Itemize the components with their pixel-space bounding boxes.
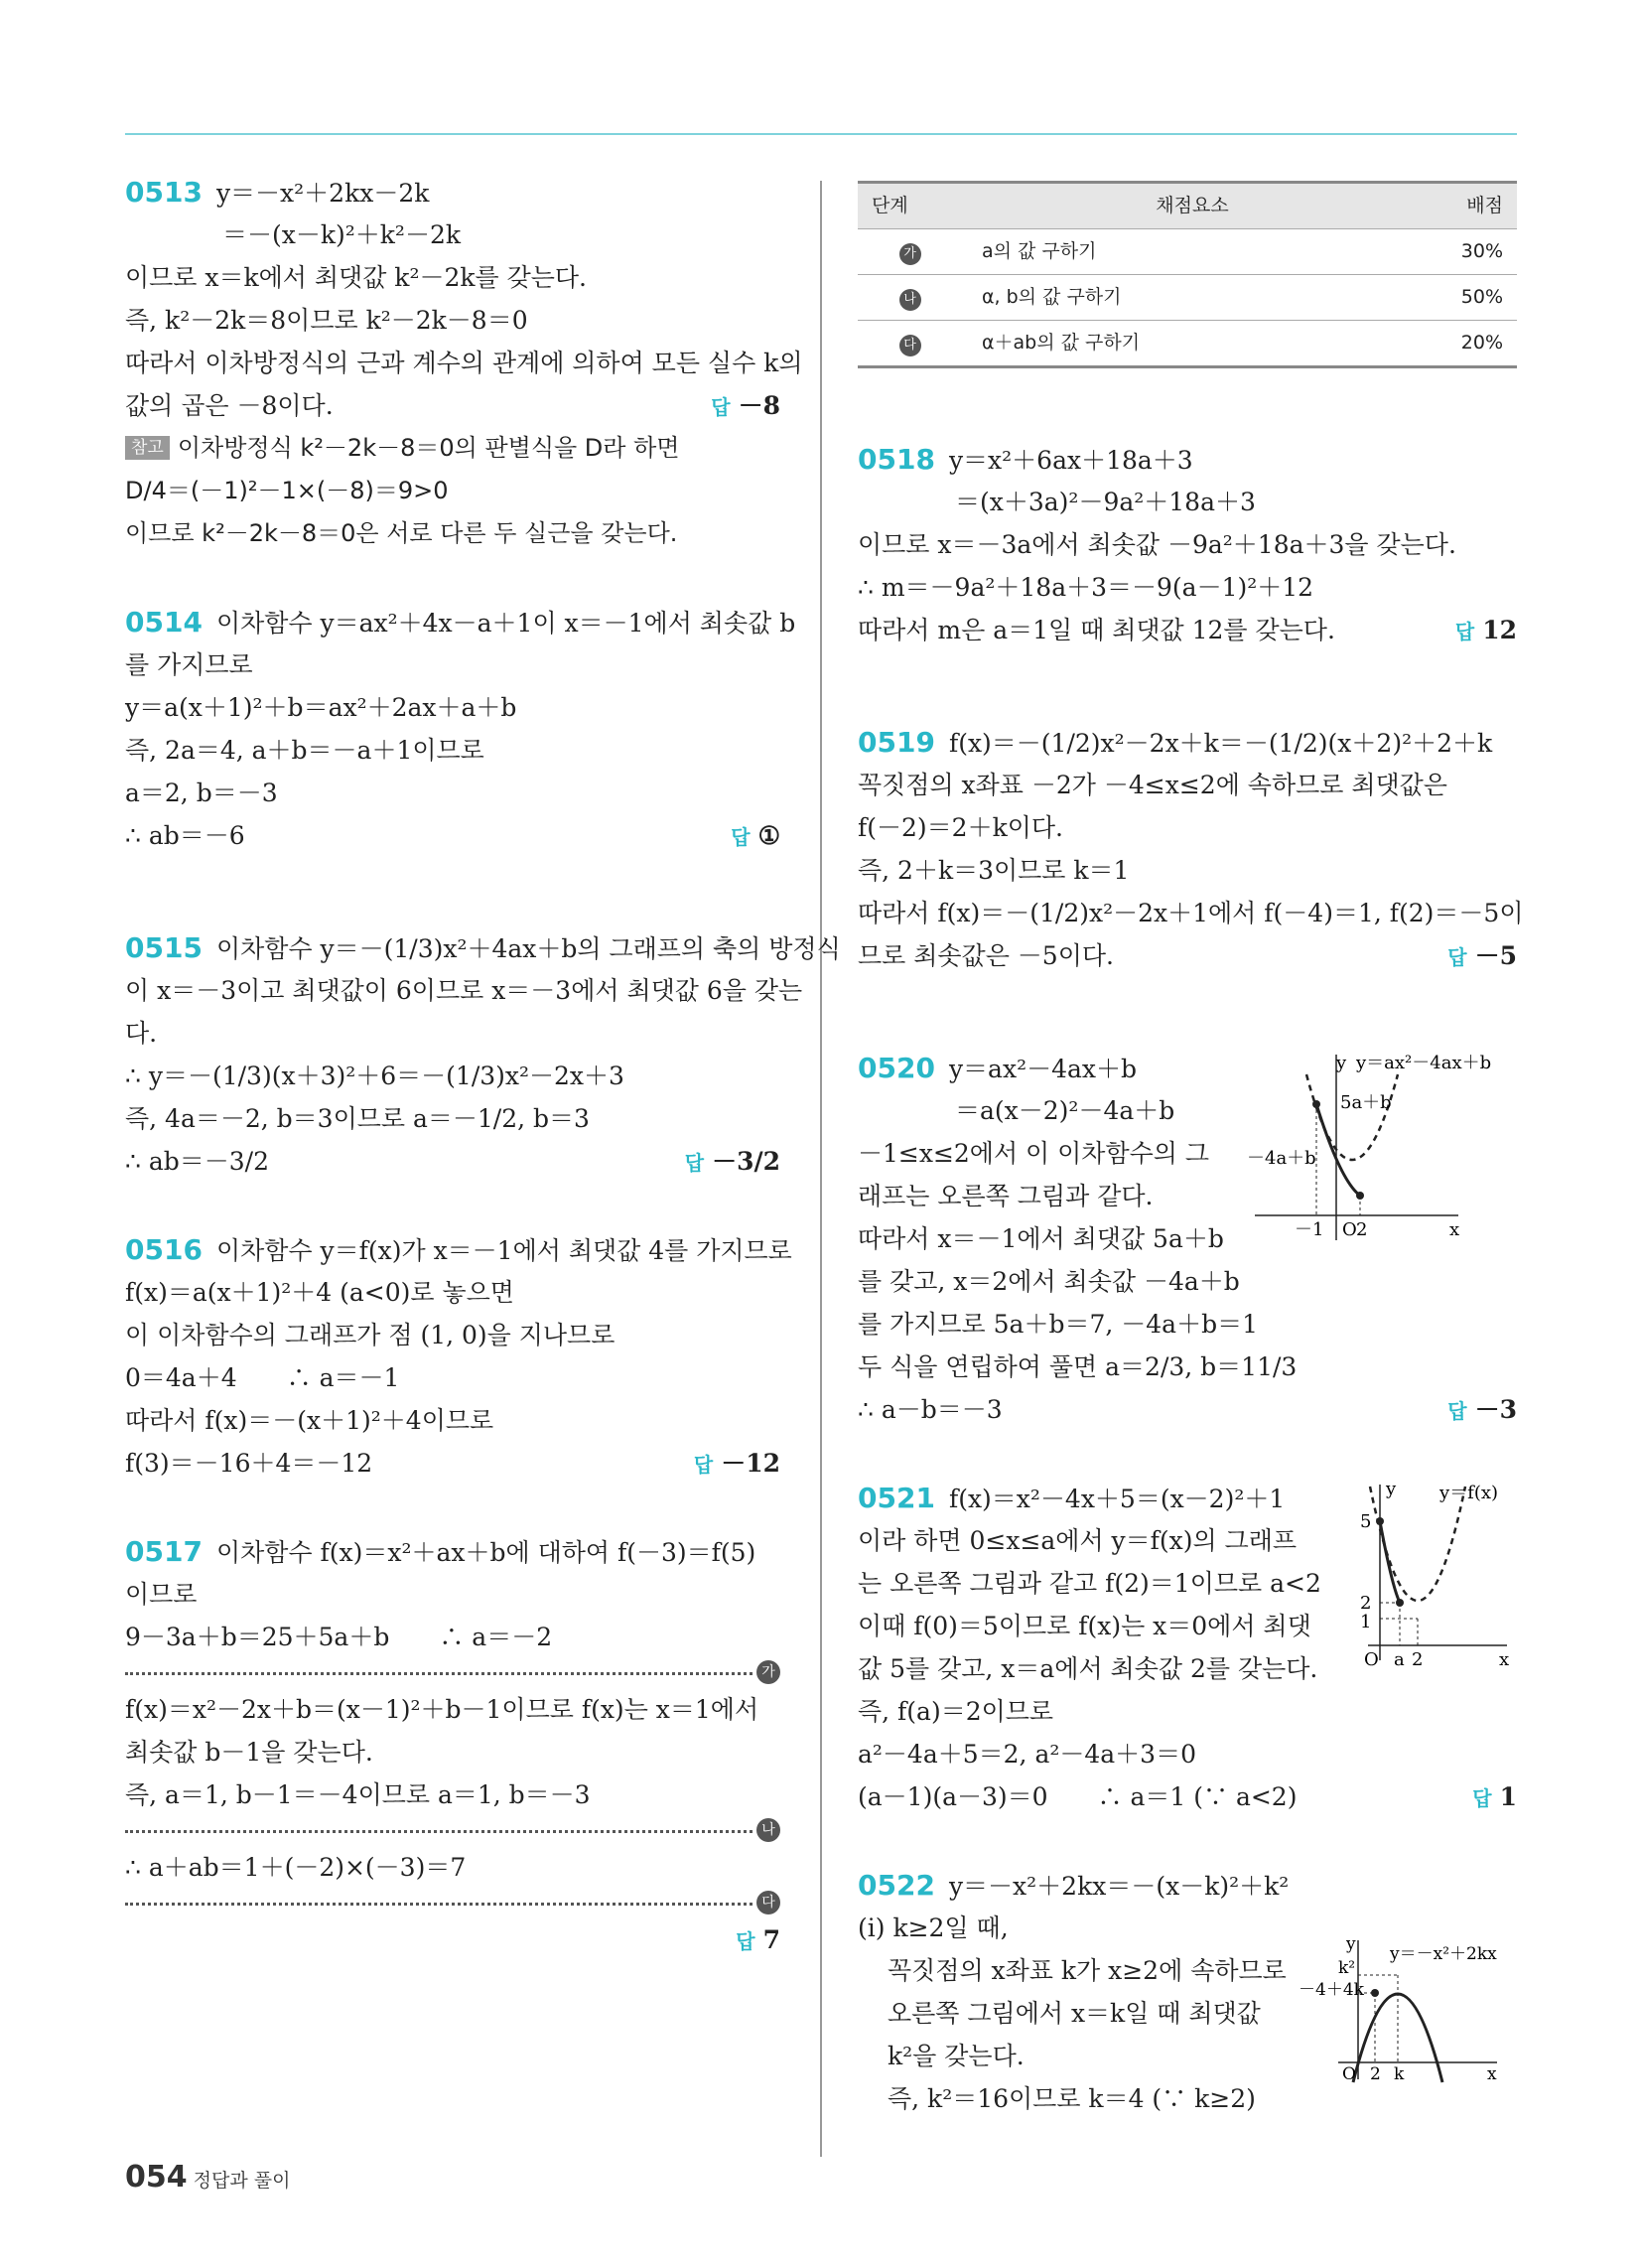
graph-label: y [1386, 1479, 1397, 1499]
problem-0513: 0513 y＝－x²＋2kx－2k ＝－(x－k)²＋k²－2k 이므로 x＝k에서 최댓값 k²－2k를 갖는다. 즉, k²－2k＝8이므로 k²－2k－8＝0 따라서 이차방정식의 근과 계수의 관계에 의하여 모든 실수 k의 값의 곱은 －8이다. 답 －8 참고 이차방정식 k²－2k－8＝0의 판별식을 D라 하면 D/4＝(－1)²－1×(－8)＝9>0 이므로 k²－2k－8＝0은 서로 다른 두 실근을 갖는다. [125, 176, 803, 547]
problem-0519: 0519 f(x)＝－(1/2)x²－2x＋k＝－(1/2)(x＋2)²＋2＋k 꼭짓점의 x좌표 －2가 －4≤x≤2에 속하므로 최댓값은 f(－2)＝2＋k이다. 즉, 2＋k＝3이므로 k＝1 따라서 f(x)＝－(1/2)x²－2x＋1에서 f(－4)＝1, f(2)＝－5이 므로 최솟값은 －5이다. 답 －5 [858, 721, 1517, 977]
graph-label: 1 [1360, 1612, 1372, 1632]
problem-number: 0520 [858, 1052, 935, 1084]
graph-label: k [1394, 2064, 1405, 2084]
right-column [858, 181, 1524, 2120]
problem-number: 0522 [858, 1869, 935, 1902]
graph-label: －1 [1295, 1219, 1324, 1240]
answer: 답 12 [1454, 616, 1517, 644]
problem-0514: 0514 이차함수 y＝ax²＋4x－a＋1이 x＝－1에서 최솟값 b 를 가지므로 y＝a(x＋1)²＋b＝ax²＋2ax＋a＋b 즉, 2a＝4, a＋b＝－a＋1이므로 a＝2, b＝－3 ∴ ab＝－6 답 ① [125, 601, 780, 857]
problem-0522: 0522 y＝－x²＋2kx＝－(x－k)²＋k² (i) k≥2일 때, 꼭짓점의 x좌표 k가 x≥2에 속하므로 오른쪽 그림에서 x＝k일 때 최댓값 k²을 갖는다. 즉, k²＝16이므로 k＝4 (∵ k≥2) y x O y＝－x²＋2kx k² －4＋4k 2 k [858, 1864, 1517, 2120]
graph-label: O [1342, 1219, 1357, 1240]
problem-number: 0515 [125, 931, 203, 964]
step-marker: 다 [125, 1889, 780, 1918]
step-marker: 나 [125, 1816, 780, 1846]
scoring-table: 단계 채점요소 배점 가 a의 값 구하기 30% 나 α, b의 값 구하기 50% 다 α＋ab의 값 구하기 20% [858, 181, 1517, 368]
graph-label: 5a＋b [1340, 1092, 1392, 1113]
header-rule [125, 133, 1517, 135]
graph-label: 2 [1370, 2064, 1381, 2084]
problem-number: 0521 [858, 1482, 935, 1514]
table-row: 나 α, b의 값 구하기 50% [858, 275, 1517, 321]
graph-0520 [1245, 1047, 1517, 1245]
graph-label: －4a＋b [1247, 1148, 1316, 1169]
answer: 답 ① [731, 821, 780, 850]
page-footer [125, 2160, 290, 2195]
answer: 답 －3 [1447, 1395, 1517, 1424]
problem-number: 0517 [125, 1535, 203, 1568]
graph-label: O [1364, 1649, 1379, 1670]
graph-label: x [1487, 2064, 1497, 2084]
graph-label: 2 [1356, 1219, 1368, 1240]
problem-number: 0513 [125, 176, 203, 209]
graph-label: y＝－x²＋2kx [1390, 1944, 1497, 1964]
answer: 답 －5 [1447, 941, 1517, 970]
answer: 답 1 [1472, 1782, 1517, 1811]
problem-number: 0514 [125, 606, 203, 638]
answer: 답 －12 [693, 1449, 780, 1478]
graph-label: y＝ax²－4ax＋b [1356, 1053, 1492, 1073]
answer: 답 －3/2 [684, 1147, 780, 1176]
problem-0518: 0518 y＝x²＋6ax＋18a＋3 ＝(x＋3a)²－9a²＋18a＋3 이므로 x＝－3a에서 최솟값 －9a²＋18a＋3을 갖는다. ∴ m＝－9a²＋18a＋3＝－9(a－1)²＋12 따라서 m은 a＝1일 때 최댓값 12를 갖는다. 답 12 [858, 438, 1517, 651]
graph-0521 [1348, 1477, 1517, 1675]
column-divider [820, 181, 822, 2157]
graph-label: x [1449, 1219, 1460, 1240]
graph-0522 [1299, 1935, 1517, 2084]
problem-number: 0519 [858, 726, 935, 759]
note-chip: 참고 [125, 436, 170, 460]
page-number: 054 [125, 2160, 188, 2195]
graph-label: O [1342, 2064, 1356, 2084]
graph-label: 2 [1360, 1593, 1372, 1614]
problem-0520: 0520 y＝ax²－4ax＋b ＝a(x－2)²－4a＋b －1≤x≤2에서 이 이차함수의 그 래프는 오른쪽 그림과 같다. 따라서 x＝－1에서 최댓값 5a＋b 를 갖고, x＝2에서 최솟값 －4a＋b 를 가지므로 5a＋b＝7, －4a＋b＝1 두 식을 연립하여 풀면 a＝2/3, b＝11/3 ∴ a－b＝－3 답 －3 y x O y＝ax²－4ax＋b 5a＋b －4a＋b －1 2 [858, 1047, 1517, 1431]
graph-label: x [1499, 1649, 1510, 1670]
table-row: 가 a의 값 구하기 30% [858, 229, 1517, 275]
graph-label: 2 [1412, 1649, 1424, 1670]
graph-label: －4＋4k [1299, 1980, 1364, 2000]
problem-0521: 0521 f(x)＝x²－4x＋5＝(x－2)²＋1 이라 하면 0≤x≤a에서 y＝f(x)의 그래프 는 오른쪽 그림과 같고 f(2)＝1이므로 a<2 이때 f(0)＝5이므로 f(x)는 x＝0에서 최댓 값 5를 갖고, x＝a에서 최솟값 2를 갖는다. 즉, f(a)＝2이므로 a²－4a＋5＝2, a²－4a＋3＝0 (a－1)(a－3)＝0 ∴ a＝1 (∵ a<2) 답 1 y x O y＝f(x) 5 2 1 a 2 [858, 1477, 1517, 1818]
table-row: 다 α＋ab의 값 구하기 20% [858, 321, 1517, 367]
problem-number: 0516 [125, 1233, 203, 1266]
graph-label: 5 [1360, 1511, 1372, 1532]
answer: 답 －8 [711, 391, 780, 420]
problem-0517: 0517 이차함수 f(x)＝x²＋ax＋b에 대하여 f(－3)＝f(5) 이므로 9－3a＋b＝25＋5a＋b ∴ a＝－2 가 f(x)＝x²－2x＋b＝(x－1)²＋b－1이므로 f(x)는 x＝1에서 최솟값 b－1을 갖는다. 즉, a＝1, b－1＝－4이므로 a＝1, b＝－3 나 ∴ a＋ab＝1＋(－2)×(－3)＝7 다 답 7 [125, 1530, 780, 1961]
answer: 답 7 [736, 1925, 780, 1954]
left-column [125, 171, 841, 1963]
page-label: 정답과 풀이 [193, 2170, 291, 2192]
graph-label: y [1346, 1935, 1356, 1954]
graph-label: k² [1338, 1958, 1356, 1978]
graph-label: y＝f(x) [1439, 1483, 1499, 1503]
graph-label: a [1394, 1649, 1405, 1670]
problem-number: 0518 [858, 443, 935, 476]
graph-label: y [1336, 1053, 1347, 1073]
step-marker: 가 [125, 1658, 780, 1688]
problem-0515: 0515 이차함수 y＝－(1/3)x²＋4ax＋b의 그래프의 축의 방정식 이 x＝－3이고 최댓값이 6이므로 x＝－3에서 최댓값 6을 갖는 다. ∴ y＝－(1/3)(x＋3)²＋6＝－(1/3)x²－2x＋3 즉, 4a＝－2, b＝3이므로 a＝－1/2, b＝3 ∴ ab＝－3/2 답 －3/2 [125, 926, 780, 1183]
problem-0516: 0516 이차함수 y＝f(x)가 x＝－1에서 최댓값 4를 가지므로 f(x)＝a(x＋1)²＋4 (a<0)로 놓으면 이 이차함수의 그래프가 점 (1, 0)을 지나므로 0＝4a＋4 ∴ a＝－1 따라서 f(x)＝－(x＋1)²＋4이므로 f(3)＝－16＋4＝－12 답 －12 [125, 1228, 780, 1485]
